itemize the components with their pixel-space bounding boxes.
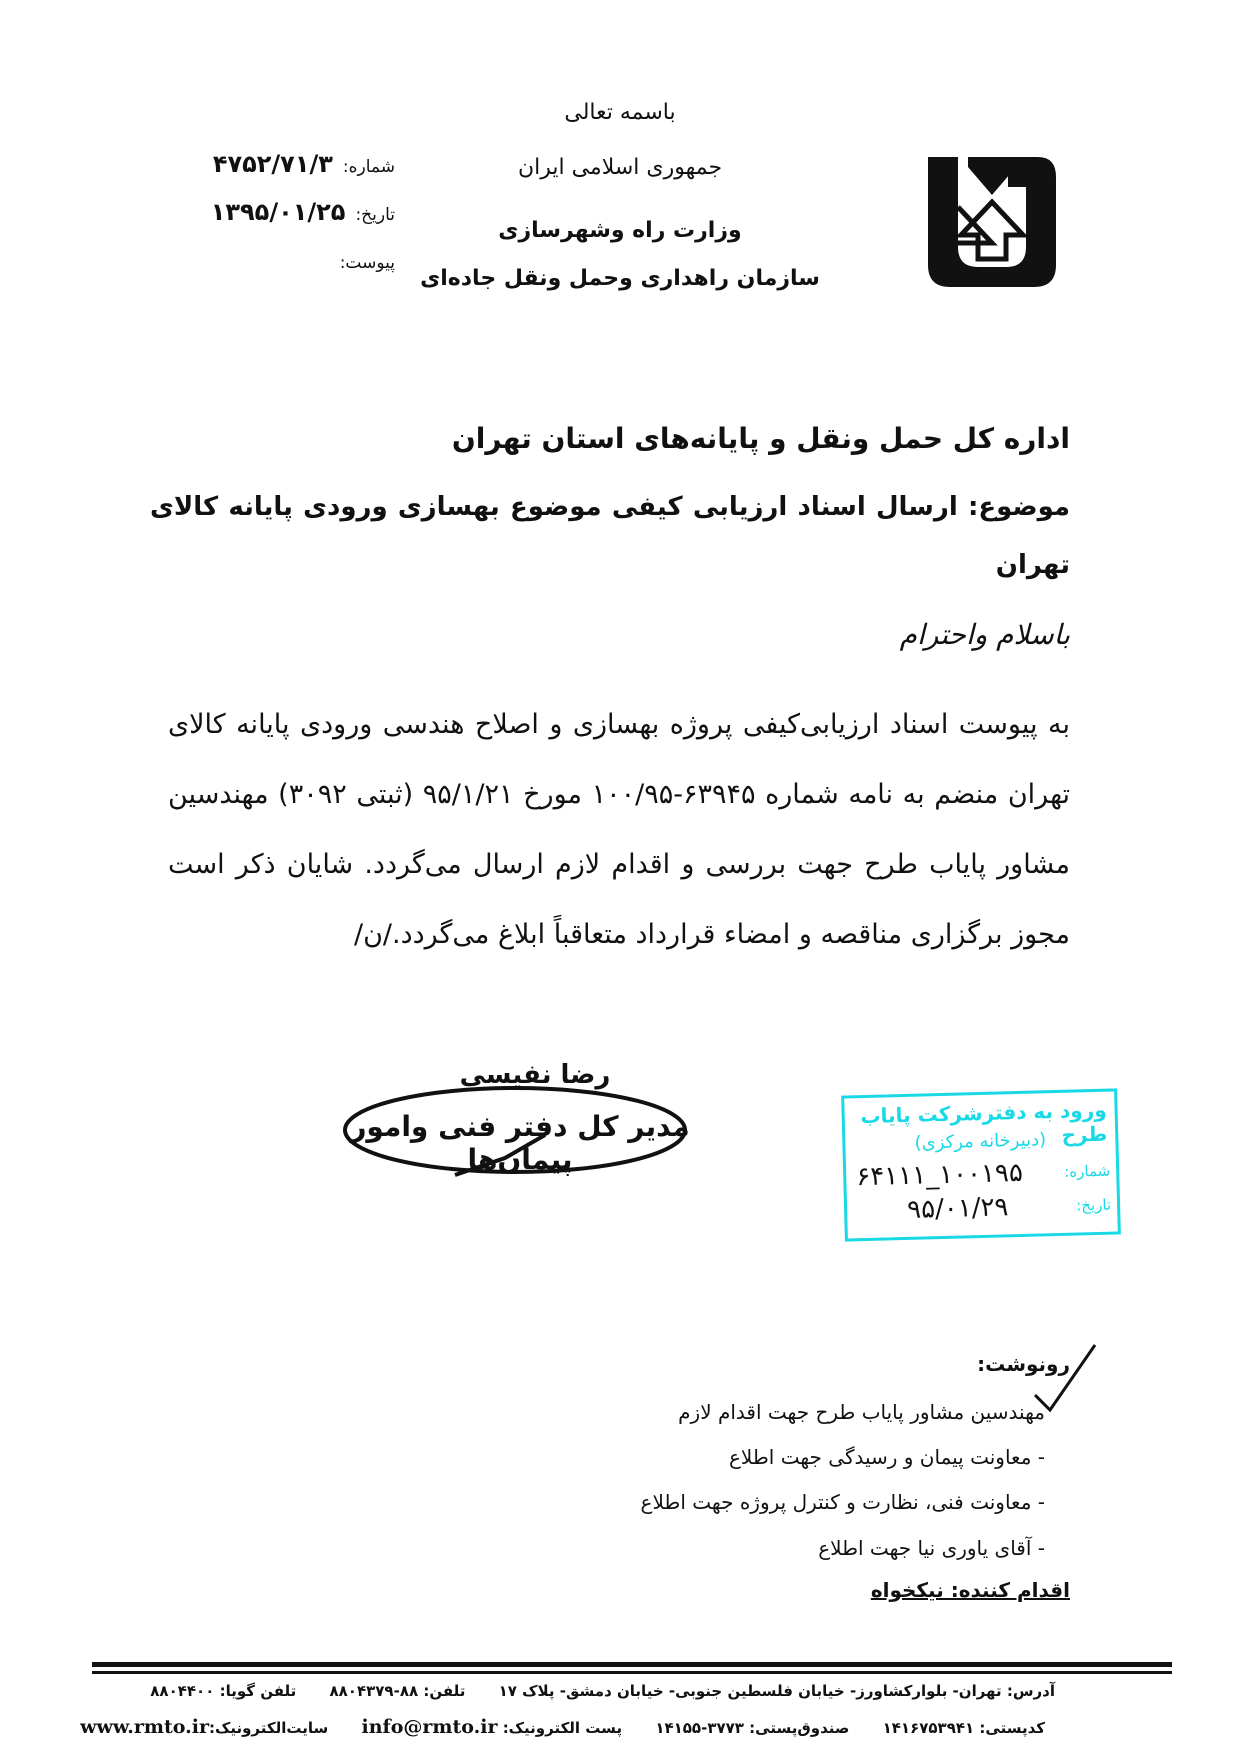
signatory-title: مدیر کل دفتر فنی وامور پیمان‌ها xyxy=(350,1110,690,1176)
stamp-line2: (دبیرخانه مرکزی) xyxy=(914,1129,1047,1154)
footer-postal-code: کدپستی: ۱۴۱۶۷۵۳۹۴۱ xyxy=(882,1719,1045,1737)
stamp-line1: ورود به دفترشرکت پایاب طرح xyxy=(860,1097,1108,1147)
stamp-date-value: ۹۵/۰۱/۲۹ xyxy=(906,1192,1009,1225)
signature-block xyxy=(315,1060,725,1180)
number-label: شماره: xyxy=(342,157,395,177)
footer-address: آدرس: تهران- بلوارکشاورز- خیابان فلسطین جنوبی- خیابان دمشق- پلاک ۱۷ xyxy=(498,1682,1055,1700)
footer-divider xyxy=(92,1671,1172,1674)
cc-title: رونوشت: xyxy=(977,1352,1070,1376)
footer-email[interactable]: info@rmto.ir xyxy=(361,1716,498,1738)
cc-item: - معاونت فنی، نظارت و کنترل پروژه جهت اطلاع xyxy=(640,1490,1045,1514)
footer-email-label: پست الکترونیک: xyxy=(502,1719,623,1737)
invocation: باسمه تعالی xyxy=(564,100,676,125)
letter-body: به پیوست اسناد ارزیابی‌کیفی پروژه بهسازی و اصلاح هندسی ورودی پایانه کالای تهران منضم به نامه شماره ۶۳۹۴۵-۱۰۰/۹۵ مورخ ۹۵/۱/۲۱ (ثبتی ۳۰۹۲) مهندسین مشاور پایاب طرح جهت بررسی و اقدام لازم ارسال می‌گردد. شایان ذکر است مجوز برگزاری مناقصه و امضاء قرارداد متعاقباً ابلاغ می‌گردد./ن/ xyxy=(168,709,1071,950)
subject: موضوع: ارسال اسناد ارزیابی کیفی موضوع بهسازی ورودی پایانه کالای تهران xyxy=(150,492,1070,580)
rmto-logo xyxy=(918,147,1066,295)
cc-item: مهندسین مشاور پایاب طرح جهت اقدام لازم xyxy=(678,1400,1045,1424)
footer-contact-line xyxy=(122,1682,1055,1700)
greeting: باسلام واحترام xyxy=(899,618,1070,651)
letter-attachment xyxy=(160,252,395,273)
date-label: تاریخ: xyxy=(355,205,395,225)
stamp-number-label: شماره: xyxy=(1064,1161,1111,1181)
footer-postal-line xyxy=(80,1716,1045,1738)
number-value: ۴۷۵۲/۷۱/۳ xyxy=(212,150,333,178)
footer-website[interactable]: www.rmto.ir xyxy=(80,1716,209,1738)
footer-phone: تلفن: ۸۸-۸۸۰۴۳۷۹ xyxy=(329,1682,466,1700)
footer-voice-phone: تلفن گویا: ۸۸۰۴۴۰۰ xyxy=(150,1682,297,1700)
organization-name: سازمان راهداری وحمل ونقل جاده‌ای xyxy=(420,266,820,291)
footer-po-box: صندوق‌پستی: ۳۷۷۳-۱۴۱۵۵ xyxy=(655,1719,850,1737)
stamp-date-label: تاریخ: xyxy=(1075,1195,1112,1215)
date-value: ۱۳۹۵/۰۱/۲۵ xyxy=(210,198,346,226)
letter-date xyxy=(160,198,395,226)
signatory-name: رضا نفیسی xyxy=(459,1060,611,1090)
receipt-stamp xyxy=(841,1088,1121,1241)
recipient: اداره کل حمل ونقل و پایانه‌های استان تهران xyxy=(451,422,1070,455)
action-officer: اقدام کننده: نیکخواه xyxy=(870,1578,1070,1602)
ministry-name: وزارت راه وشهرسازی xyxy=(498,218,742,243)
footer-divider xyxy=(92,1662,1172,1667)
cc-item: - معاونت پیمان و رسیدگی جهت اطلاع xyxy=(729,1445,1045,1469)
country-name: جمهوری اسلامی ایران xyxy=(517,155,723,180)
letter-number xyxy=(160,150,395,178)
stamp-number-value: ۱۰۰۱۹۵_۶۴۱۱۱ xyxy=(855,1157,1024,1193)
cc-item: - آقای یاوری نیا جهت اطلاع xyxy=(818,1536,1045,1560)
attachment-label: پیوست: xyxy=(339,253,395,273)
checkmark-icon xyxy=(1030,1340,1100,1415)
footer-website-label: سایت‌الکترونیک: xyxy=(208,1719,329,1737)
